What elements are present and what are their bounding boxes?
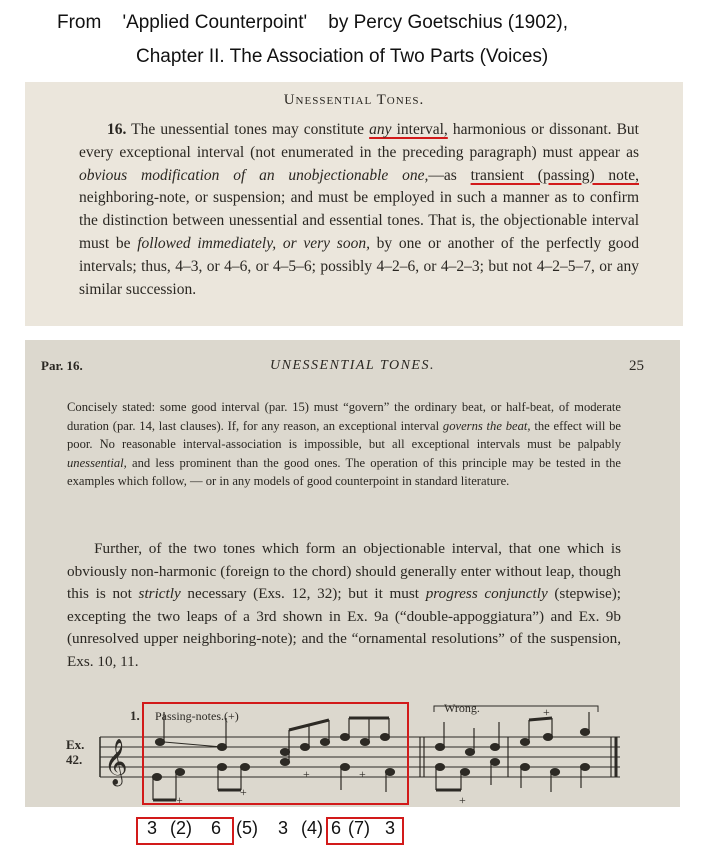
- interval-numbers: [0, 817, 705, 845]
- interval-number: 3: [278, 818, 289, 838]
- text-segment: harmonious or dissonant. But every exceptional interval (not enumerated in the preceding paragraph) must appear as: [79, 121, 639, 161]
- plus-marker: +: [543, 705, 550, 719]
- treble-clef-icon: 𝄞: [104, 739, 128, 785]
- example-label-number: 42.: [66, 752, 83, 767]
- caption-line-1: From 'Applied Counterpoint' by Percy Goetschius (1902),: [57, 12, 568, 33]
- plus-marker: +: [459, 793, 466, 807]
- text-segment: —as: [428, 166, 471, 184]
- italic-segment: followed immediately, or very soon,: [137, 234, 370, 252]
- passing-notes-label: Passing-notes.(+): [155, 709, 239, 723]
- text-segment: (stepwise); excepting the two leaps of a 3rd shown in Ex. 9a (“double-appoggiatura”) and Ex. 9b (unresolved upper neighboring-note); and the “ornamental resolutions” of the suspension, Exs. 10, 11.: [67, 585, 622, 670]
- text-segment: The unessential tones may constitute: [126, 121, 370, 138]
- interval-number: 3: [147, 818, 158, 838]
- highlight-transient-passing-note: transient (passing) note,: [470, 166, 639, 184]
- paragraph-number: 16.: [107, 121, 127, 138]
- example-subnumber: 1.: [130, 708, 140, 723]
- wrong-example-notes: [436, 712, 590, 792]
- interval-number: (2): [170, 818, 192, 838]
- text-segment: Concisely stated: some good interval (par. 15) must “govern” the ordinary beat, or half-beat, of moderate duration (par. 14, last clauses). If, for any reason, an exceptional interval: [67, 400, 621, 433]
- text-segment: the effect will be poor. No reasonable interval-association is impossible, but all exceptional intervals must be palpably: [67, 418, 622, 451]
- italic-segment: unessential,: [67, 455, 127, 470]
- highlight-any-interval: any interval,: [369, 121, 448, 138]
- example-label-ex: Ex.: [66, 737, 85, 752]
- interval-number: 6: [331, 818, 342, 838]
- text-segment: Further, of the two tones which form an objectionable interval, that one which is obviously non-harmonic (foreign to the chord) should generally enter without leap, though this is not: [67, 540, 621, 603]
- wrong-label: Wrong.: [444, 701, 480, 715]
- interval-number: (4): [301, 818, 323, 838]
- section-heading: Unessential Tones.: [283, 92, 425, 108]
- plus-marker: +: [303, 767, 310, 781]
- plus-marker: +: [359, 767, 366, 781]
- text-segment: necessary (Exs. 12, 32); but it must: [180, 585, 426, 603]
- page-number: 25: [629, 358, 644, 374]
- interval-number: (7): [348, 818, 370, 838]
- interval-number: 6: [211, 818, 222, 838]
- text-segment: and less prominent than the good ones. The operation of this principle may be tested in the examples which follow, — or in any models of good counterpoint in standard literature.: [67, 455, 621, 488]
- plus-marker: +: [240, 785, 247, 799]
- caption-line-2: Chapter II. The Association of Two Parts (Voices): [136, 46, 549, 67]
- running-title: UNESSENTIAL TONES.: [270, 358, 435, 373]
- italic-segment: obvious modification of an unobjectionable one,: [79, 166, 429, 184]
- interval-number: (5): [236, 818, 258, 838]
- italic-segment: strictly: [138, 585, 181, 603]
- italic-segment: progress conjunctly: [425, 585, 548, 603]
- plus-marker: +: [176, 793, 183, 807]
- italic-segment: governs the beat,: [442, 418, 531, 433]
- interval-number: 3: [385, 818, 396, 838]
- text-segment: neighboring-note, or suspension; and must be employed in such a manner as to confirm the distinction between unessential and essential tones. That is, the objectionable interval must be: [79, 189, 639, 252]
- text-segment: any: [369, 121, 392, 138]
- text-segment: by one or another of the perfectly good intervals; thus, 4–3, or 4–6, or 4–5–6; possibly 4–2–6, or 4–2–3; but not 4–2–5–7, or any similar succession.: [79, 234, 639, 298]
- paragraph-label: Par. 16.: [41, 358, 83, 373]
